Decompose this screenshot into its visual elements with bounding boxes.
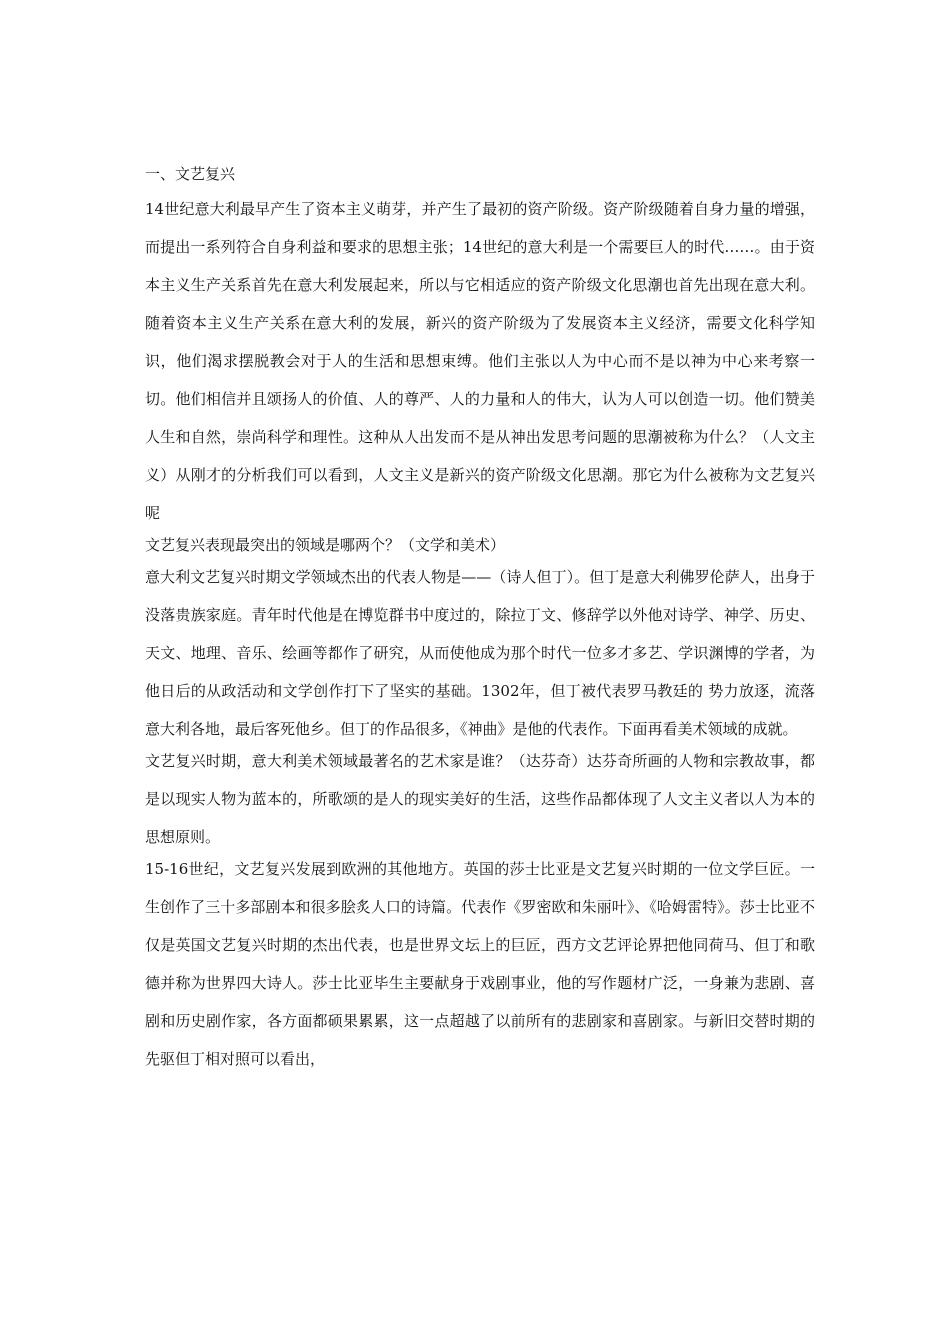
paragraph-humanism-origin: 14世纪意大利最早产生了资本主义萌芽，并产生了最初的资产阶级。资产阶级随着自身力量的增强，而提出一系列符合自身利益和要求的思想主张；14世纪的意大利是一个需要巨人的时代……。由于资本主义生产关系首先在意大利发展起来，所以与它相适应的资产阶级文化思潮也首先出现在意大利。随着资本主义生产关系在意大利的发展，新兴的资产阶级为了发展资本主义经济，需要文化科学知识，他们渴求摆脱教会对于人的生活和思想束缚。他们主张以人为中心而不是以神为中心来考察一切。他们相信并且颂扬人的价值、人的尊严、人的力量和人的伟大，认为人可以创造一切。他们赞美人生和自然，崇尚科学和理性。这种从人出发而不是从神出发思考问题的思潮被称为什么？（人文主义）从刚才的分析我们可以看到，人文主义是新兴的资产阶级文化思潮。那它为什么被称为文艺复兴呢 [145,200,815,522]
section-heading: 一、文艺复兴 [145,165,236,183]
paragraph-shakespeare: 15-16世纪，文艺复兴发展到欧洲的其他地方。英国的莎士比亚是文艺复兴时期的一位文学巨匠。一生创作了三十多部剧本和很多脍炙人口的诗篇。代表作《罗密欧和朱丽叶》、《哈姆雷特》。莎士比亚不仅是英国文艺复兴时期的杰出代表，也是世界文坛上的巨匠，西方文艺评论界把他同荷马、但丁和歌德并称为世界四大诗人。莎士比亚毕生主要献身于戏剧事业，他的写作题材广泛，一身兼为悲剧、喜剧和历史剧作家，各方面都硕果累累，这一点超越了以前所有的悲剧家和喜剧家。与新旧交替时期的先驱但丁相对照可以看出， [145,860,815,1068]
paragraph-dante: 意大利文艺复兴时期文学领域杰出的代表人物是——（诗人但丁）。但丁是意大利佛罗伦萨人，出身于没落贵族家庭。青年时代他是在博览群书中度过的，除拉丁文、修辞学以外他对诗学、神学、历史、天文、地理、音乐、绘画等都作了研究，从而使他成为那个时代一位多才多艺、学识渊博的学者，为他日后的从政活动和文学创作打下了坚实的基础。1302年，但丁被代表罗马教廷的 势力放逐，流落意大利各地，最后客死他乡。但丁的作品很多，《神曲》是他的代表作。下面再看美术领域的成就。 [145,568,815,738]
paragraph-da-vinci: 文艺复兴时期，意大利美术领域最著名的艺术家是谁？（达芬奇）达芬奇所画的人物和宗教故事，都是以现实人物为蓝本的，所歌颂的是人的现实美好的生活，这些作品都体现了人文主义者以人为本的思想原则。 [145,752,815,846]
paragraph-question-fields: 文艺复兴表现最突出的领域是哪两个？（文学和美术） [145,536,506,554]
document-body [145,158,815,1078]
